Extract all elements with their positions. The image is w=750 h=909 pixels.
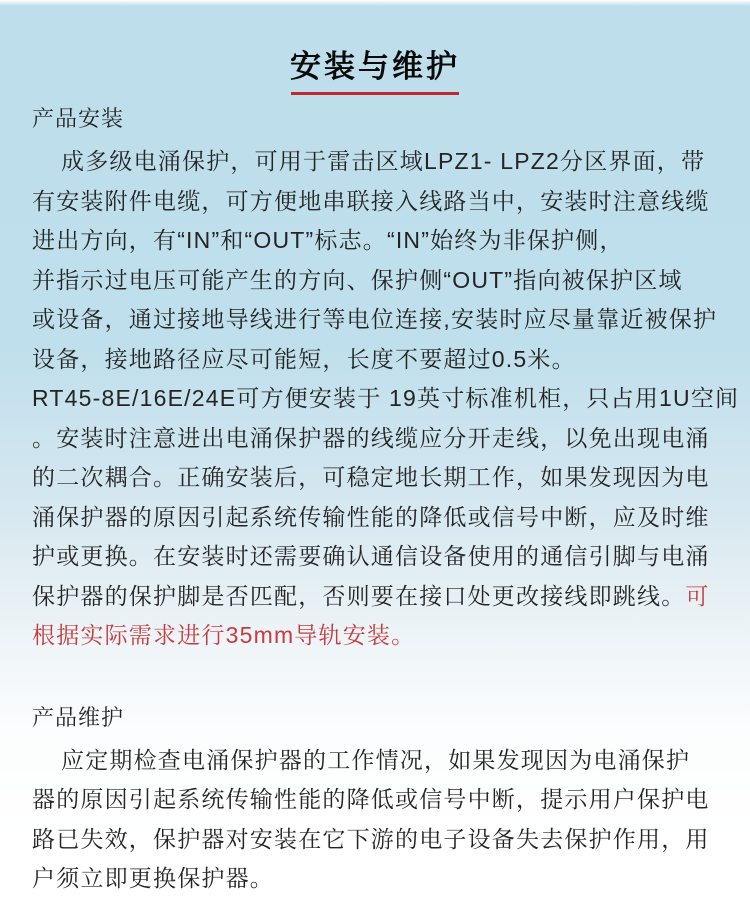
text-line: 成多级电涌保护，可用于雷击区域LPZ1- LPZ2分区界面，带 [61,148,706,174]
text-line-red-part: 可 [685,582,710,609]
text-line-mixed [32,577,722,617]
text-line: 护或更换。在安装时还需要确认通信设备使用的通信引脚与电涌 [32,543,710,569]
text-line: RT45-8E/16E/24E可方便安装于 19英寸标准机柜，只占用1U空间 [32,385,740,411]
text-line: 应定期检查电涌保护器的工作情况，如果发现因为电涌保护 [61,746,691,773]
text-line: 。安装时注意进出电涌保护器的线缆应分开走线，以免出现电涌 [32,424,710,451]
section-maintain [0,704,750,899]
text-line: 或设备，通过接地导线进行等电位连接,安装时应尽量靠近被保护 [32,306,718,332]
text-line: 器的原因引起系统传输性能的降低或信号中断，提示用户保护电 [32,786,710,812]
text-line: 设备，接地路径应尽可能短，长度不要超过0.5米。 [32,345,576,372]
text-line: 的二次耦合。正确安装后，可稳定地长期工作，如果发现因为电 [32,464,710,490]
maintain-heading: 产品维护 [32,704,125,730]
text-line: 路已失效，保护器对安装在它下游的电子设备失去保护作用，用 [32,825,710,852]
text-line: 涌保护器的原因引起系统传输性能的降低或信号中断，应及时维 [32,503,710,530]
install-paragraphs [0,142,750,656]
text-line-red: 根据实际需求进行35mm导轨安装。 [32,622,416,648]
text-line: 进出方向，有“IN”和“OUT”标志。“IN”始终为非保护侧， [32,227,624,253]
text-line: 并指示过电压可能产生的方向、保护侧“OUT”指向被保护区域 [32,266,683,293]
text-line: 有安装附件电缆，可方便地串联接入线路当中，安装时注意线缆 [32,187,710,214]
text-line-black-part: 保护器的保护脚是否匹配，否则要在接口处更改接线即跳线。 [32,582,686,609]
install-heading: 产品安装 [32,106,125,131]
section-install [0,105,750,656]
maintain-paragraph [0,741,750,899]
title-underline [291,92,459,95]
text-line: 户须立即更换保护器。 [32,865,274,891]
page-title: 安装与维护 [290,49,460,84]
